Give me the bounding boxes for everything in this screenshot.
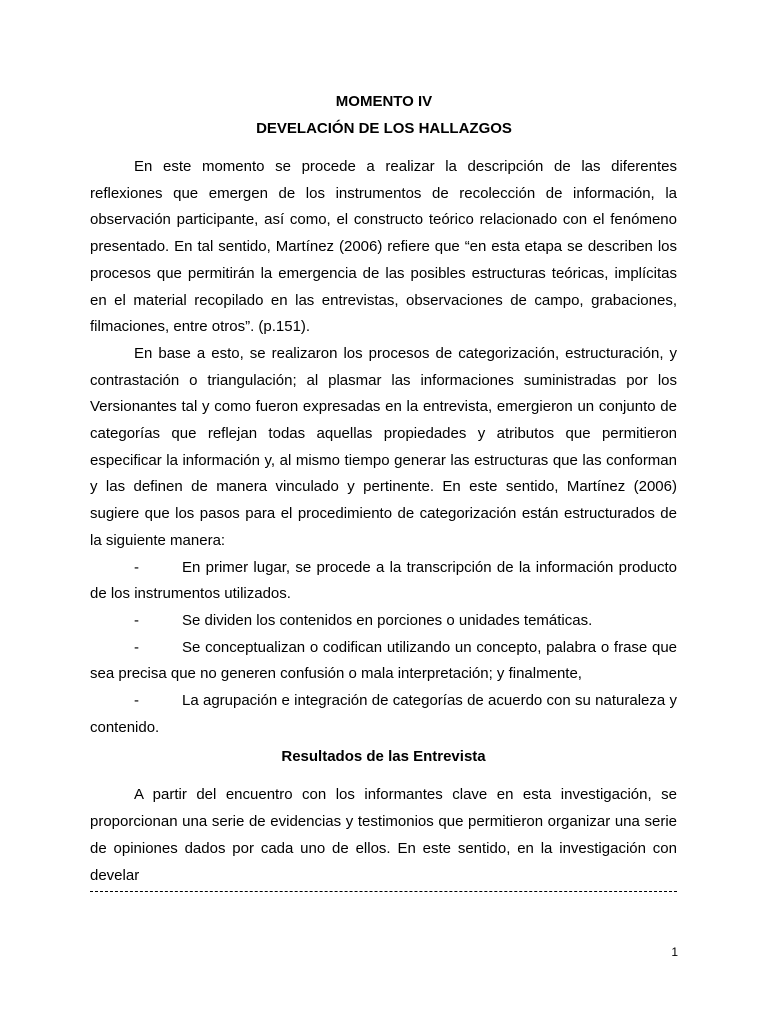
list-item bbox=[90, 635, 677, 688]
paragraph-categorization: En base a esto, se realizaron los procesos de categorización, estructuración, y contrastación o triangulación; al plasmar las informaciones suministradas por los Versionantes tal y como fueron expresadas en la entrevista, emergieron un conjunto de categorías que reflejan todas aquellas propiedades y atributos que permitieron especificar la información y, al mismo tiempo generar las estructuras que las conforman y las definen de manera vinculado y pertinente. En este sentido, Martínez (2006) sugiere que los pasos para el procedimiento de categorización están estructurados de la siguiente manera: bbox=[90, 344, 677, 549]
list-item bbox=[90, 555, 677, 608]
bullet-dash: - bbox=[134, 638, 139, 656]
section-heading: Resultados de las Entrevista bbox=[281, 748, 486, 766]
paragraph-intro: En este momento se procede a realizar la descripción de las diferentes reflexiones que emergen de los instrumentos de recolección de información, la observación participante, así como, el constructo teórico relacionado con el fenómeno presentado. En tal sentido, Martínez (2006) refiere que “en esta etapa se describen los procesos que permitirán la emergencia de las posibles estructuras teóricas, implícitas en el material recopilado en las entrevistas, observaciones de campo, grabaciones, filmaciones, entre otros”. (p.151). bbox=[90, 158, 677, 336]
page-number: 1 bbox=[671, 945, 678, 959]
bullet-dash: - bbox=[134, 558, 139, 576]
list-item bbox=[90, 688, 677, 741]
list-item-text: La agrupación e integración de categorías de acuerdo con su naturaleza y contenido. bbox=[90, 692, 677, 736]
list-item-text: Se conceptualizan o codifican utilizando un concepto, palabra o frase que sea precisa que no generen confusión o mala interpretación; y finalmente, bbox=[90, 638, 677, 683]
bullet-dash: - bbox=[134, 692, 139, 710]
list-item bbox=[90, 608, 677, 635]
body-text bbox=[90, 154, 677, 889]
paragraph-results: A partir del encuentro con los informantes clave en esta investigación, se proporcionan una serie de evidencias y testimonios que permitieron organizar una serie de opiniones dados por cada uno de ellos. En este sentido, en la investigación con develar bbox=[90, 786, 677, 884]
list-item-text: En primer lugar, se procede a la transcripción de la información producto de los instrumentos utilizados. bbox=[90, 558, 677, 603]
chapter-subtitle: DEVELACIÓN DE LOS HALLAZGOS bbox=[256, 120, 512, 137]
list-item-text: Se dividen los contenidos en porciones o unidades temáticas. bbox=[182, 611, 593, 629]
bullet-dash: - bbox=[134, 611, 139, 629]
dashed-separator bbox=[90, 891, 677, 892]
chapter-title: MOMENTO IV bbox=[335, 93, 433, 110]
